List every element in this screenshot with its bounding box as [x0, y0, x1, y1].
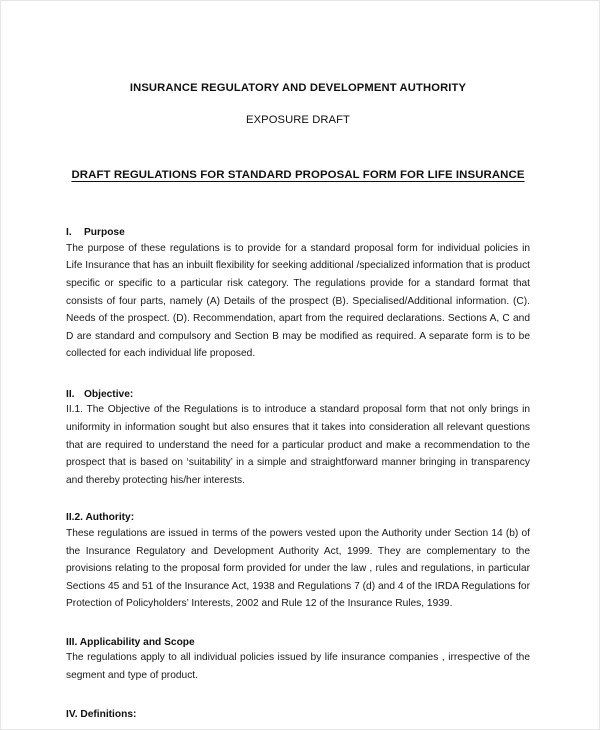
- section-heading-purpose: [66, 226, 530, 240]
- section-body-authority: These regulations are issued in terms of the powers vested upon the Authority under Section 14 (b) of the Insurance Regulatory and Development Authority Act, 1999. They are complementary to the provisions relating to the proposal form provided for under the law , rules and regulations, in particular Sections 45 and 51 of the Insurance Act, 1938 and Regulations 7 (d) and 4 of the IRDA Regulations for Protection of Policyholders’ Interests, 2002 and Rule 12 of the Insurance Rules, 1939.: [66, 527, 530, 610]
- section-numeral-objective: II.: [66, 388, 75, 400]
- section-heading-applicability: III. Applicability and Scope: [66, 636, 195, 648]
- document-title: DRAFT REGULATIONS FOR STANDARD PROPOSAL FORM FOR LIFE INSURANCE: [71, 169, 525, 182]
- section-heading-authority: II.2. Authority:: [66, 512, 135, 524]
- section-body-purpose: The purpose of these regulations is to provide for a standard proposal form for individual policies in Life Insurance that has an inbuilt flexibility for seeking additional /specialized information that is product specific or specific to a particular risk category. The regulations provide for a standard format that consists of four parts, namely (A) Details of the prospect (B). Specialised/Additional information. (C). Needs of the prospect. (D). Recommendation, apart from the required declarations. Sections A, C and D are standard and compulsory and Section B may be modified as required. A separate form is to be collected for each individual life proposed.: [66, 242, 530, 360]
- section-heading-objective: [66, 388, 530, 402]
- section-heading-definitions: IV. Definitions:: [66, 708, 137, 720]
- section-body-objective: II.1. The Objective of the Regulations is to introduce a standard proposal form that not only brings in uniformity in information sought but also ensures that it takes into consideration all relevant questions that are required to understand the need for a particular product and make a recommendation to the prospect that is based on ‘suitability’ in a simple and straightforward manner bringing in transparency and thereby protecting his/her interests.: [66, 404, 530, 486]
- document-title-container: [66, 165, 530, 183]
- document-subheader: EXPOSURE DRAFT: [246, 113, 350, 126]
- section-numeral-purpose: I.: [66, 227, 72, 239]
- section-label-objective: Objective:: [84, 388, 134, 400]
- document-header: INSURANCE REGULATORY AND DEVELOPMENT AUTHORITY: [129, 82, 467, 94]
- section-label-purpose: Purpose: [84, 227, 125, 239]
- document-content: [66, 1, 530, 721]
- section-body-applicability: The regulations apply to all individual policies issued by life insurance companies , irrespective of the segment and type of product.: [66, 652, 530, 682]
